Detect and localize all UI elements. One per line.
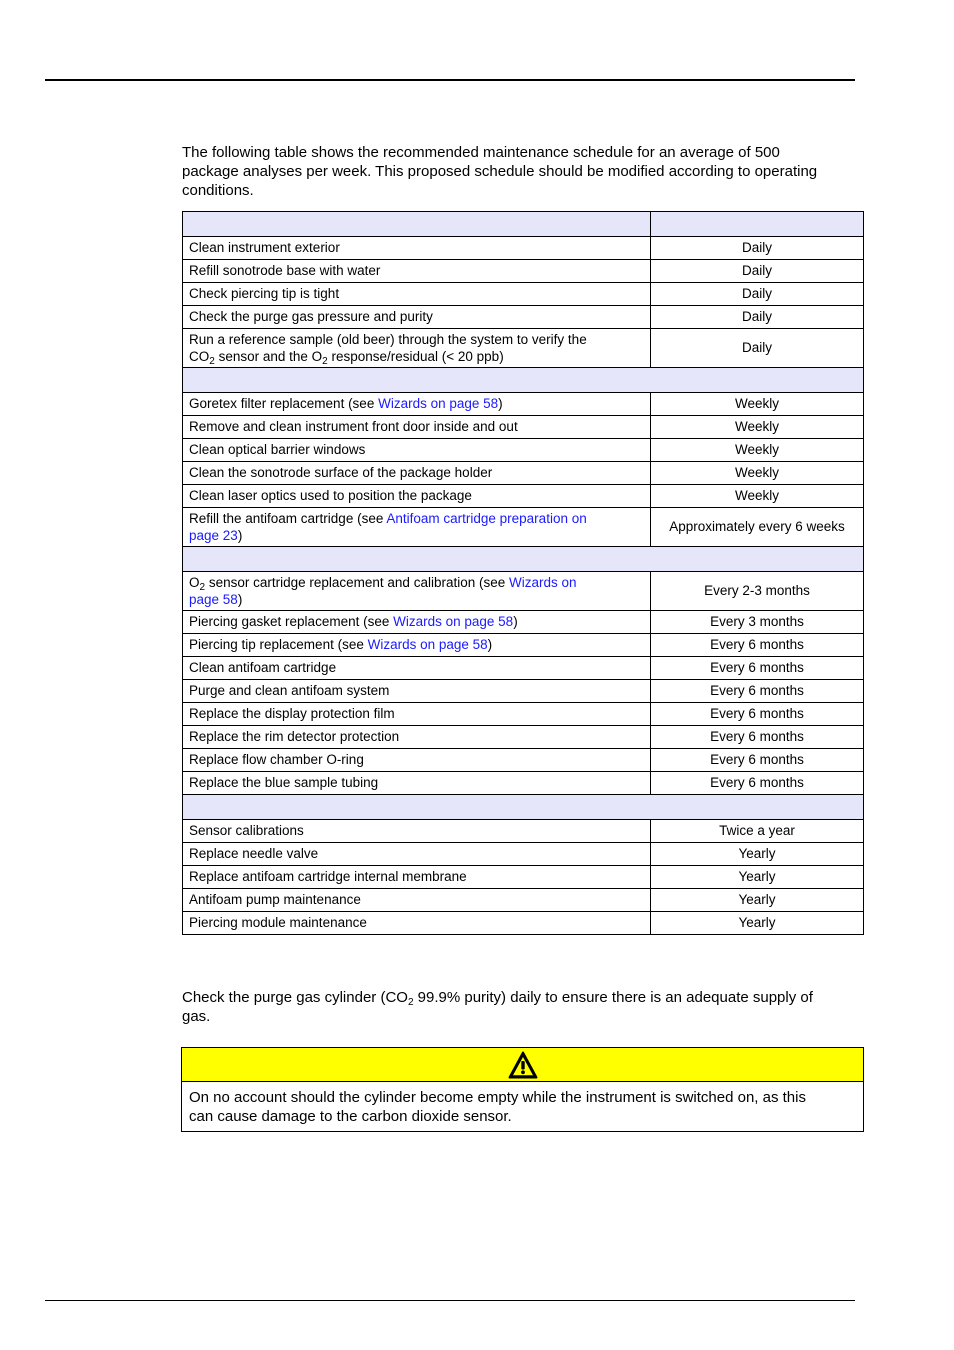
table-row: Replace needle valve Yearly xyxy=(183,843,864,866)
table-row: Goretex filter replacement (see Wizards on page 58) Weekly xyxy=(183,393,864,416)
header-rule xyxy=(45,79,855,81)
table-row: Clean instrument exterior Daily xyxy=(183,237,864,260)
warning-triangle-icon xyxy=(508,1051,538,1079)
table-row: Purge and clean antifoam system Every 6 months xyxy=(183,680,864,703)
table-row: Piercing gasket replacement (see Wizards on page 58) Every 3 months xyxy=(183,611,864,634)
wizards-link[interactable]: Wizards on xyxy=(509,574,577,590)
caution-header xyxy=(182,1048,863,1082)
table-row: Piercing tip replacement (see Wizards on page 58) Every 6 months xyxy=(183,634,864,657)
table-header-row xyxy=(183,212,864,237)
wizards-link[interactable]: Wizards on page 58 xyxy=(393,614,514,629)
wizards-link[interactable]: Wizards on page 58 xyxy=(367,637,488,652)
header-cell-frequency xyxy=(651,212,864,237)
table-row: Clean the sonotrode surface of the package holder Weekly xyxy=(183,462,864,485)
table-row-reference-sample: Run a reference sample (old beer) through the system to verify the $CO_2$ sensor and the $O_2$ response/residual (< 20 ppb) Daily xyxy=(183,329,864,368)
footer-rule xyxy=(45,1300,855,1301)
table-row: Clean antifoam cartridge Every 6 months xyxy=(183,657,864,680)
antifoam-page-link[interactable]: page 23 xyxy=(189,527,238,543)
table-row: Antifoam pump maintenance Yearly xyxy=(183,889,864,912)
table-row-o2-sensor: $O_2$ sensor cartridge replacement and calibration (see Wizards on page 58) Every 2-3 months xyxy=(183,572,864,611)
wizards-page-link[interactable]: page 58 xyxy=(189,591,238,607)
table-row: Clean optical barrier windows Weekly xyxy=(183,439,864,462)
table-row: Replace the display protection film Every 6 months xyxy=(183,703,864,726)
table-row: Replace the rim detector protection Every 6 months xyxy=(183,726,864,749)
table-row: Remove and clean instrument front door inside and out Weekly xyxy=(183,416,864,439)
caution-box xyxy=(181,1047,864,1132)
table-row: Check the purge gas pressure and purity Daily xyxy=(183,306,864,329)
table-row: Refill sonotrode base with water Daily xyxy=(183,260,864,283)
table-row: Clean laser optics used to position the package Weekly xyxy=(183,485,864,508)
purge-gas-paragraph: Check the purge gas cylinder ($CO_2$ 99.9% purity) daily to ensure there is an adequate supply of gas. xyxy=(182,989,813,1025)
antifoam-preparation-link[interactable]: Antifoam cartridge preparation on xyxy=(386,510,587,526)
table-row: Check piercing tip is tight Daily xyxy=(183,283,864,306)
table-row: Replace the blue sample tubing Every 6 months xyxy=(183,772,864,795)
group-header-weekly xyxy=(183,368,864,393)
table-row: Replace antifoam cartridge internal membrane Yearly xyxy=(183,866,864,889)
table-row: Replace flow chamber O-ring Every 6 months xyxy=(183,749,864,772)
header-cell-task xyxy=(183,212,651,237)
maintenance-schedule-table xyxy=(182,211,864,935)
table-row: Piercing module maintenance Yearly xyxy=(183,912,864,935)
table-row-antifoam-refill: Refill the antifoam cartridge (see Antifoam cartridge preparation on page 23) Approximately every 6 weeks xyxy=(183,508,864,547)
group-header-yearly xyxy=(183,795,864,820)
table-row: Sensor calibrations Twice a year xyxy=(183,820,864,843)
caution-text: On no account should the cylinder become empty while the instrument is switched on, as this can cause damage to the carbon dioxide sensor. xyxy=(189,1089,806,1125)
wizards-link[interactable]: Wizards on page 58 xyxy=(378,396,499,411)
intro-paragraph: The following table shows the recommended maintenance schedule for an average of 500 package analyses per week. This proposed schedule should be modified according to operating conditions. xyxy=(182,144,818,199)
group-header-monthly xyxy=(183,547,864,572)
